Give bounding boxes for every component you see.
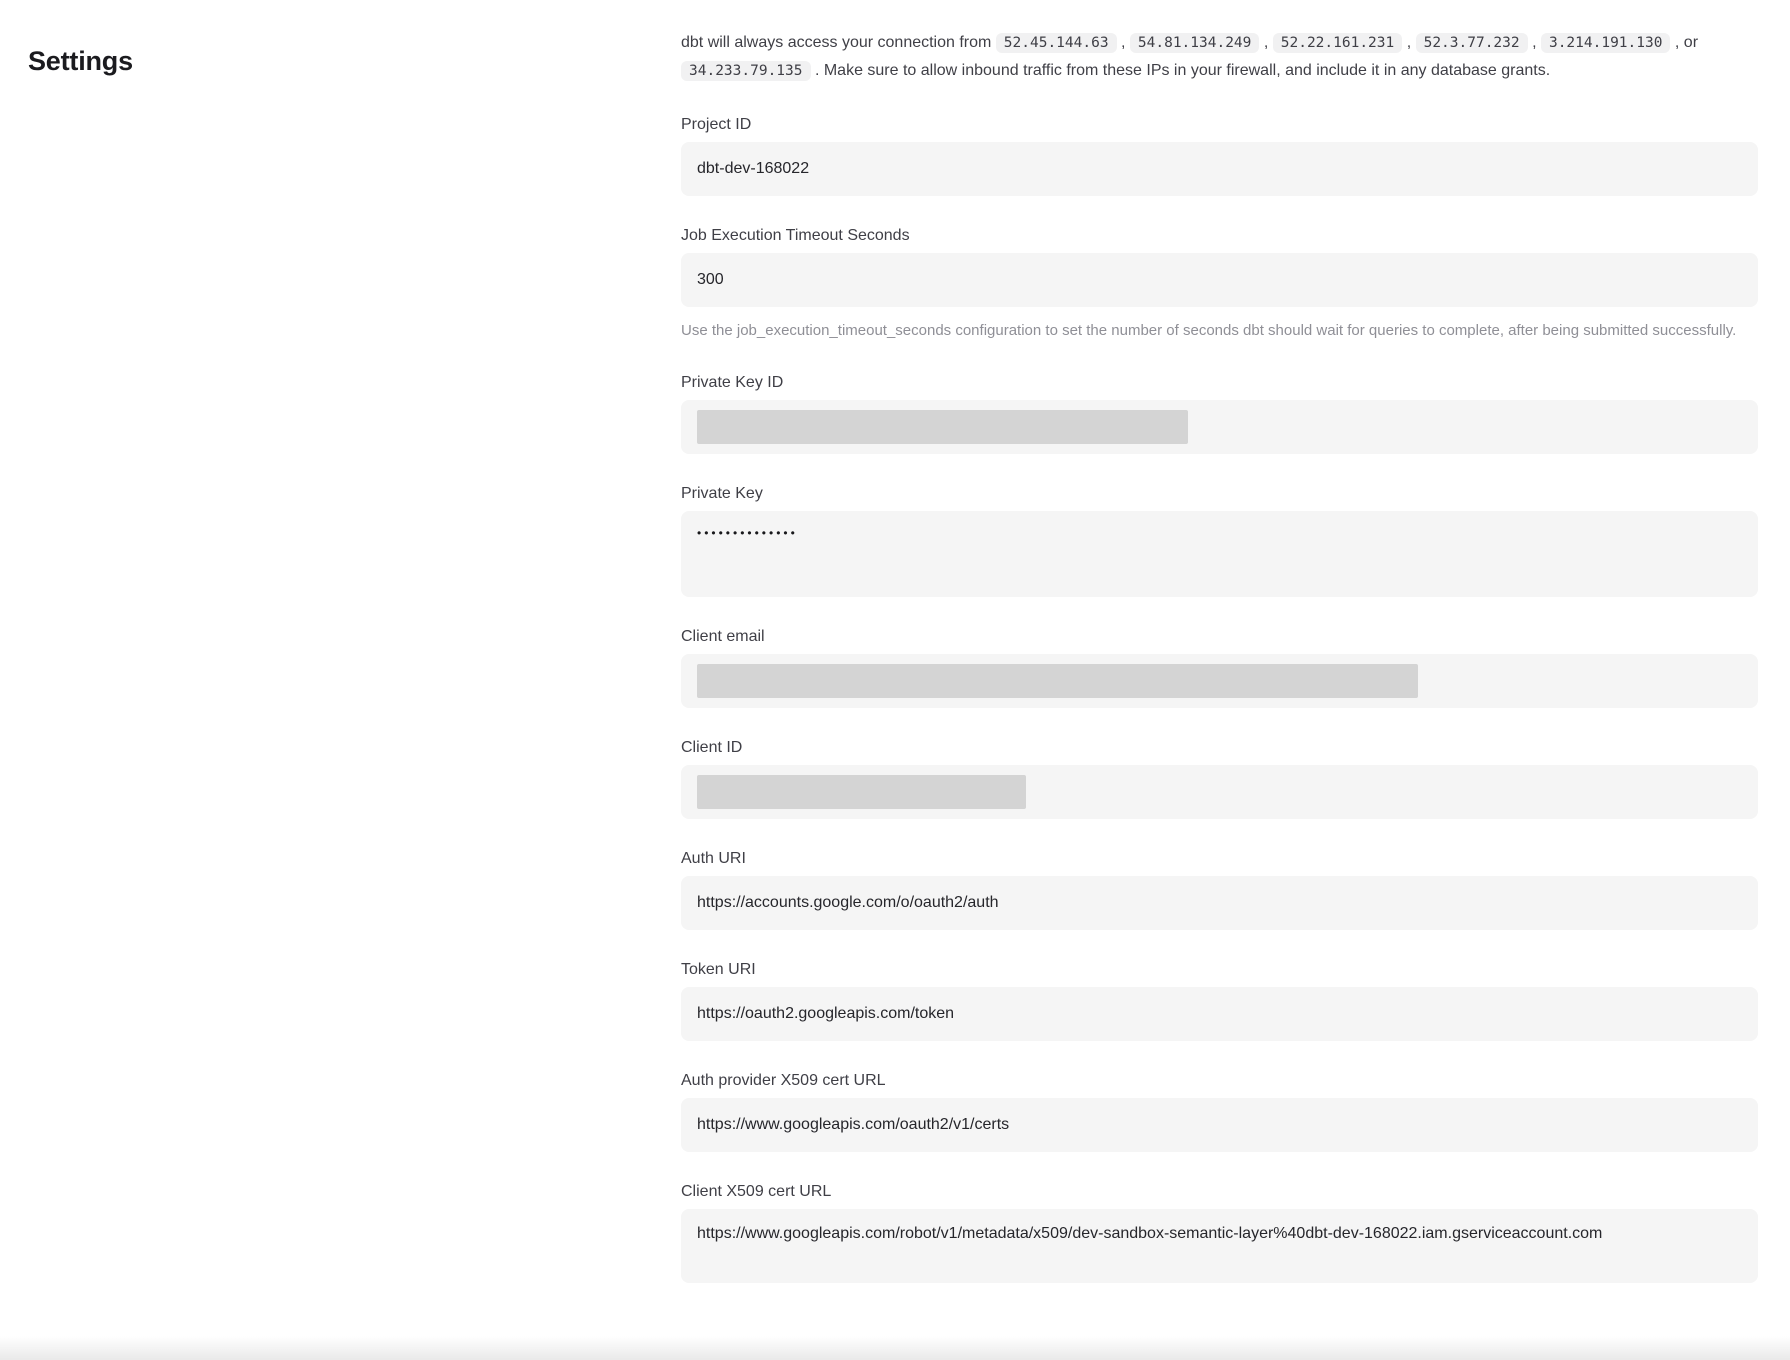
client-id-input[interactable] [681, 765, 1758, 819]
private-key-id-label: Private Key ID [681, 374, 784, 391]
connection-note-prefix: dbt will always access your connection from [681, 34, 996, 51]
auth-provider-x509-cert-url-value: https://www.googleapis.com/oauth2/v1/certs [697, 1116, 1010, 1133]
job-execution-timeout-seconds-label: Job Execution Timeout Seconds [681, 227, 910, 244]
field-group-auth-provider-x509-cert-url [681, 1071, 1758, 1152]
client-email-redacted-value [697, 664, 1418, 698]
auth-provider-x509-cert-url-label: Auth provider X509 cert URL [681, 1072, 886, 1089]
ip-address-chip: 52.22.161.231 [1273, 33, 1403, 53]
ip-address-chip: 52.45.144.63 [996, 33, 1117, 53]
field-group-token-uri [681, 960, 1758, 1041]
project-id-value: dbt-dev-168022 [697, 160, 810, 177]
ip-address-chip: 54.81.134.249 [1130, 33, 1260, 53]
job-execution-timeout-seconds-value: 300 [697, 271, 724, 288]
ip-address-chip: 34.233.79.135 [681, 61, 811, 81]
auth-provider-x509-cert-url-input[interactable] [681, 1098, 1758, 1152]
token-uri-value: https://oauth2.googleapis.com/token [697, 1005, 955, 1022]
client-x509-cert-url-input[interactable] [681, 1209, 1758, 1283]
connection-note: dbt will always access your connection from 52.45.144.63 , 54.81.134.249 , 52.22.161.231 , 52.3.77.232 , 3.214.191.130 , or 34.233.79.135 . Make sure to allow inbound traffic from these IPs in your firewall, and include it in any database grants. [681, 34, 1699, 79]
client-email-label: Client email [681, 628, 765, 645]
ip-address-chip: 52.3.77.232 [1416, 33, 1528, 53]
client-x509-cert-url-label: Client X509 cert URL [681, 1183, 832, 1200]
field-group-auth-uri [681, 849, 1758, 930]
private-key-label: Private Key [681, 485, 763, 502]
client-id-redacted-value [697, 775, 1026, 809]
page-title: Settings [28, 46, 133, 77]
auth-uri-label: Auth URI [681, 850, 746, 867]
settings-form [681, 29, 1758, 1283]
private-key-id-redacted-value [697, 410, 1188, 444]
token-uri-label: Token URI [681, 961, 756, 978]
field-group-client-email [681, 627, 1758, 708]
field-group-client-x509-cert-url [681, 1182, 1758, 1283]
private-key-input[interactable] [681, 511, 1758, 597]
project-id-label: Project ID [681, 116, 752, 133]
auth-uri-input[interactable] [681, 876, 1758, 930]
job-execution-timeout-seconds-input[interactable] [681, 253, 1758, 307]
fields-container [681, 115, 1758, 1283]
connection-note-suffix: . Make sure to allow inbound traffic from these IPs in your firewall, and include it in any database grants. [810, 62, 1551, 79]
field-group-private-key-id [681, 373, 1758, 454]
auth-uri-value: https://accounts.google.com/o/oauth2/auth [697, 894, 999, 911]
field-group-private-key [681, 484, 1758, 597]
private-key-value: •••••••••••••• [697, 526, 798, 540]
ip-address-chip: 3.214.191.130 [1541, 33, 1671, 53]
private-key-id-input[interactable] [681, 400, 1758, 454]
field-group-project-id [681, 115, 1758, 196]
client-id-label: Client ID [681, 739, 743, 756]
project-id-input[interactable] [681, 142, 1758, 196]
token-uri-input[interactable] [681, 987, 1758, 1041]
client-email-input[interactable] [681, 654, 1758, 708]
bottom-scroll-shadow [0, 1336, 1790, 1360]
field-group-client-id [681, 738, 1758, 819]
job-execution-timeout-seconds-help-text: Use the job_execution_timeout_seconds configuration to set the number of seconds dbt should wait for queries to complete, after being submitted successfully. [681, 322, 1737, 339]
client-x509-cert-url-value: https://www.googleapis.com/robot/v1/metadata/x509/dev-sandbox-semantic-layer%40dbt-dev-168022.iam.gserviceaccount.com [697, 1225, 1603, 1242]
field-group-job-execution-timeout-seconds [681, 226, 1758, 343]
